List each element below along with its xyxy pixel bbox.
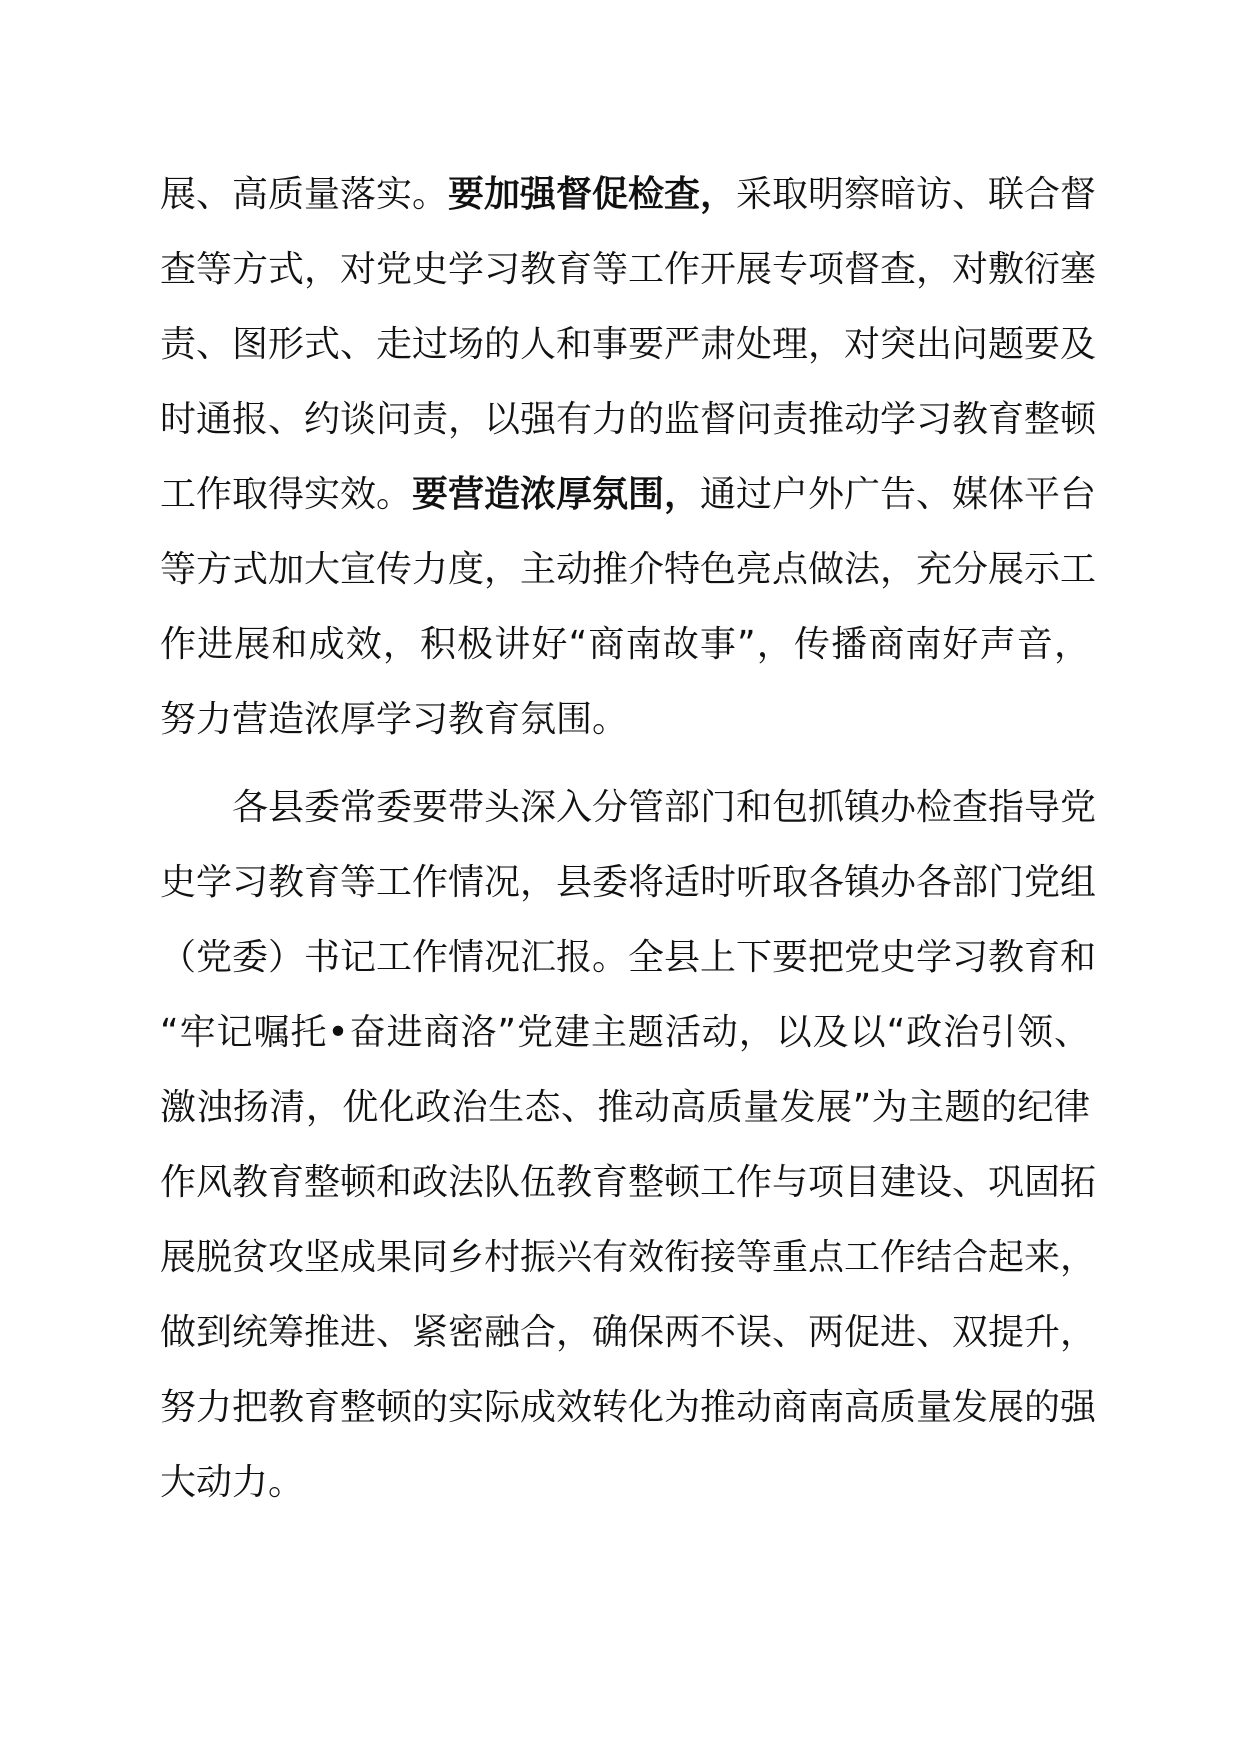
- text-run: 努力把教育整顿的实际成效转化为推动商南高质量发展的强: [160, 1387, 1097, 1428]
- paragraph-2-line-6: [160, 1146, 1097, 1220]
- text-run: 展脱贫攻坚成果同乡村振兴有效衔接等重点工作结合起来，: [160, 1237, 1097, 1278]
- text-run: 各县委常委要带头深入分管部门和包抓镇办检查指导党: [232, 787, 1097, 828]
- paragraph-2-line-9: [160, 1371, 1097, 1445]
- paragraph-2-line-2: [160, 846, 1097, 920]
- paragraph-1-line-2: [160, 233, 1097, 307]
- paragraph-2-line-5: [160, 1071, 1090, 1145]
- text-run: 激浊扬清，优化政治生态、推动高质量发展”为主题的纪律: [160, 1087, 1090, 1128]
- text-run: 查等方式，对党史学习教育等工作开展专项督查，对敷衍塞: [160, 249, 1097, 290]
- paragraph-1-line-5: [160, 458, 1097, 532]
- paragraph-2-line-8: [160, 1296, 1097, 1370]
- text-run: 作进展和成效，积极讲好“商南故事”，传播商南好声音，: [160, 624, 1090, 665]
- paragraph-2-line-3: [160, 921, 1097, 995]
- text-run: 展、高质量落实。: [160, 174, 449, 215]
- bold-heading-run: 要营造浓厚氛围，: [412, 474, 701, 515]
- paragraph-1-line-8: [160, 683, 1090, 757]
- paragraph-1-line-3: [160, 308, 1097, 382]
- text-run: 采取明察暗访、联合督: [736, 174, 1097, 215]
- text-run: 工作取得实效。: [160, 474, 413, 515]
- text-run: 史学习教育等工作情况，县委将适时听取各镇办各部门党组: [160, 862, 1097, 903]
- text-run: 时通报、约谈问责，以强有力的监督问责推动学习教育整顿: [160, 399, 1097, 440]
- paragraph-2-line-10: [160, 1446, 1090, 1520]
- text-run: 作风教育整顿和政法队伍教育整顿工作与项目建设、巩固拓: [160, 1162, 1097, 1203]
- bold-heading-run: 要加强督促检查，: [448, 174, 737, 215]
- text-run: 责、图形式、走过场的人和事要严肃处理，对突出问题要及: [160, 324, 1097, 365]
- text-run: 通过户外广告、媒体平台: [700, 474, 1097, 515]
- paragraph-1-line-4: [160, 383, 1097, 457]
- paragraph-1-line-6: [160, 533, 1097, 607]
- paragraph-1-line-7: [160, 608, 1090, 682]
- text-run: （党委）书记工作情况汇报。全县上下要把党史学习教育和: [160, 937, 1097, 978]
- text-run: “牢记嘱托•奋进商洛”党建主题活动，以及以“政治引领、: [160, 1012, 1090, 1053]
- paragraph-2-line-7: [160, 1221, 1097, 1295]
- paragraph-2-line-4: [160, 996, 1090, 1070]
- text-run: 做到统筹推进、紧密融合，确保两不误、两促进、双提升，: [160, 1312, 1097, 1353]
- paragraph-1-line-1: [160, 158, 1097, 232]
- paragraph-2-line-1: [232, 771, 1097, 845]
- text-run: 大动力。: [160, 1462, 305, 1503]
- text-run: 努力营造浓厚学习教育氛围。: [160, 699, 629, 740]
- text-run: 等方式加大宣传力度，主动推介特色亮点做法，充分展示工: [160, 549, 1097, 590]
